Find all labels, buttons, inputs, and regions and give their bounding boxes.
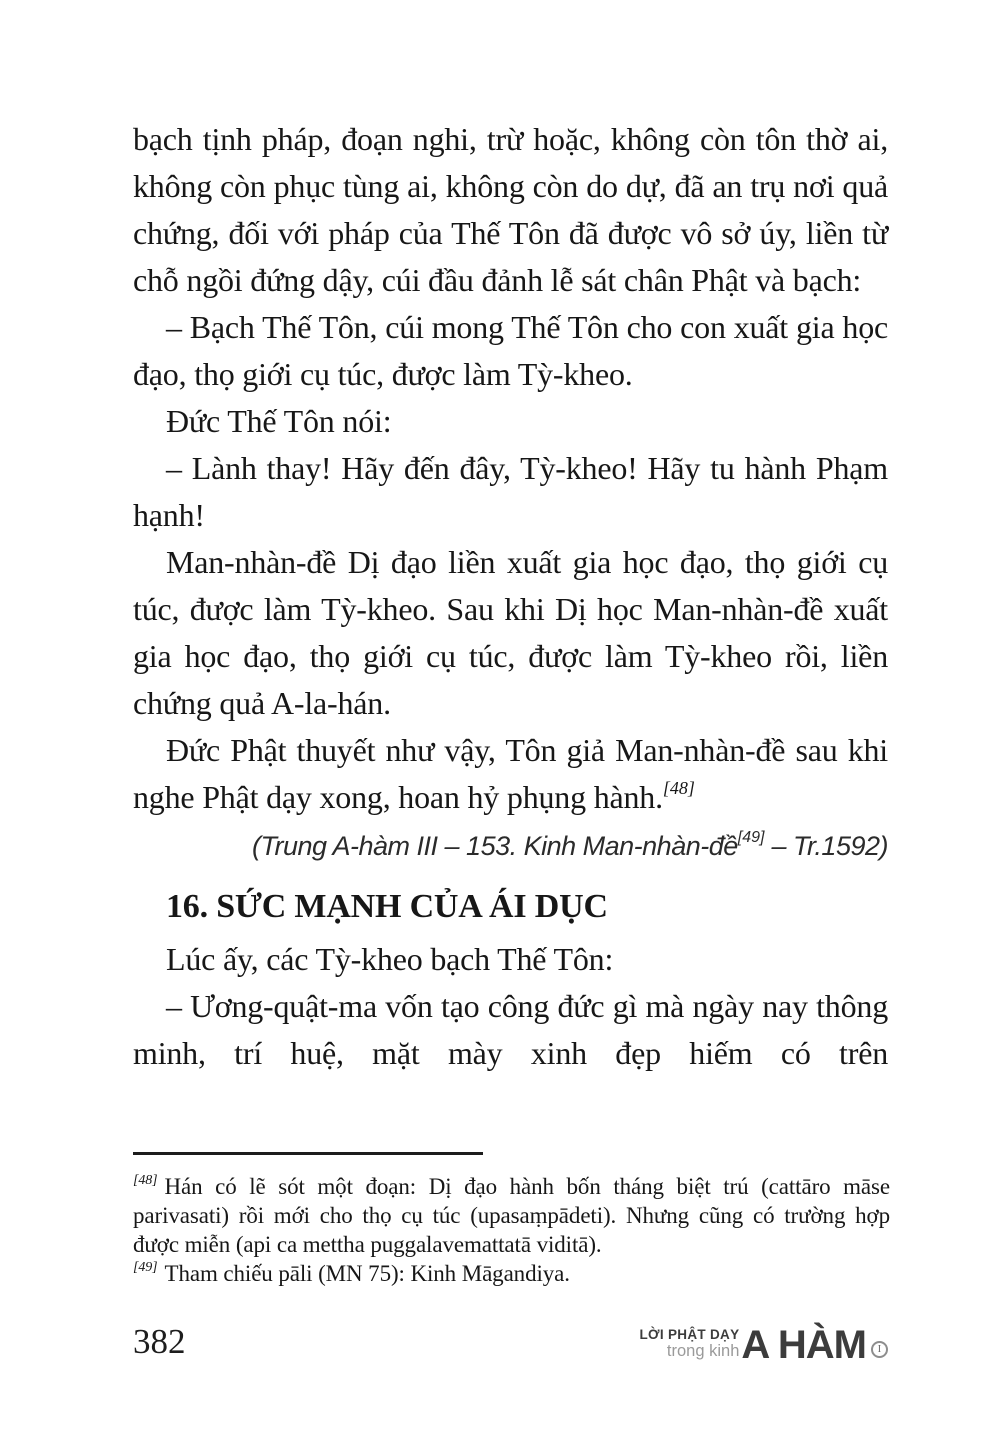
footnote-marker: [48] <box>133 1173 158 1189</box>
citation-text: (Trung A-hàm III – 153. Kinh Man-nhàn-đề <box>251 831 738 861</box>
paragraph: – Bạch Thế Tôn, cúi mong Thế Tôn cho con xuất gia học đạo, thọ giới cụ túc, được làm Tỳ-kheo. <box>133 309 888 392</box>
footnote-ref-48: [48] <box>662 778 695 799</box>
publisher-logo <box>639 1323 888 1367</box>
logo-bottom-line: trong kinh <box>666 1342 740 1360</box>
body-text <box>133 116 888 1077</box>
paragraph <box>133 727 888 821</box>
footnote-marker: [49] <box>133 1260 158 1276</box>
paragraph: – Ương-quật-ma vốn tạo công đức gì mà ngày nay thông minh, trí huệ, mặt mày xinh đẹp hiếm có trên <box>133 988 888 1071</box>
logo-top-line: LỜI PHẬT DẠY <box>639 1327 740 1342</box>
paragraph: – Lành thay! Hãy đến đây, Tỳ-kheo! Hãy tu hành Phạm hạnh! <box>133 450 888 533</box>
logo-title: A HÀM <box>741 1323 866 1367</box>
paragraph-text: Đức Phật thuyết như vậy, Tôn giả Man-nhàn-đề sau khi nghe Phật dạy xong, hoan hỷ phụng hành. <box>133 732 888 815</box>
footnote-text: Hán có lẽ sót một đoạn: Dị đạo hành bốn tháng biệt trú (cattāro māse parivasati) rồi mới cho thọ cụ túc (upasaṃpādeti). Nhưng cũng có trường hợp được miễn (api ca mettha puggalavemattatā viditā). <box>133 1174 890 1257</box>
logo-text-stack <box>640 1328 740 1362</box>
citation <box>133 823 888 869</box>
page-footer <box>133 1322 888 1367</box>
paragraph: Lúc ấy, các Tỳ-kheo bạch Thế Tôn: <box>166 941 614 977</box>
footnote-ref-49: [49] <box>737 829 765 846</box>
footnote-49 <box>133 1259 890 1288</box>
citation-text: – Tr.1592) <box>764 831 888 861</box>
volume-number: I <box>877 1343 882 1355</box>
paragraph: bạch tịnh pháp, đoạn nghi, trừ hoặc, không còn tôn thờ ai, không còn phục tùng ai, không còn do dự, đã an trụ nơi quả chứng, đối với pháp của Thế Tôn đã được vô sở úy, liền từ chỗ ngồi đứng dậy, cúi đầu đảnh lễ sát chân Phật và bạch: <box>133 121 888 298</box>
footnote-text: Tham chiếu pāli (MN 75): Kinh Māgandiya. <box>164 1261 570 1286</box>
volume-badge-icon <box>871 1341 888 1358</box>
section-heading: 16. SỨC MẠNH CỦA ÁI DỤC <box>166 888 608 925</box>
paragraph: Đức Thế Tôn nói: <box>166 403 392 439</box>
page-number: 382 <box>133 1322 186 1361</box>
footnote-divider <box>133 1152 483 1155</box>
footnote-48 <box>133 1172 890 1259</box>
footnotes <box>133 1152 890 1288</box>
paragraph: Man-nhàn-đề Dị đạo liền xuất gia học đạo, thọ giới cụ túc, được làm Tỳ-kheo. Sau khi Dị học Man-nhàn-đề xuất gia học đạo, thọ giới cụ túc, được làm Tỳ-kheo rồi, liền chứng quả A-la-hán. <box>133 544 888 721</box>
